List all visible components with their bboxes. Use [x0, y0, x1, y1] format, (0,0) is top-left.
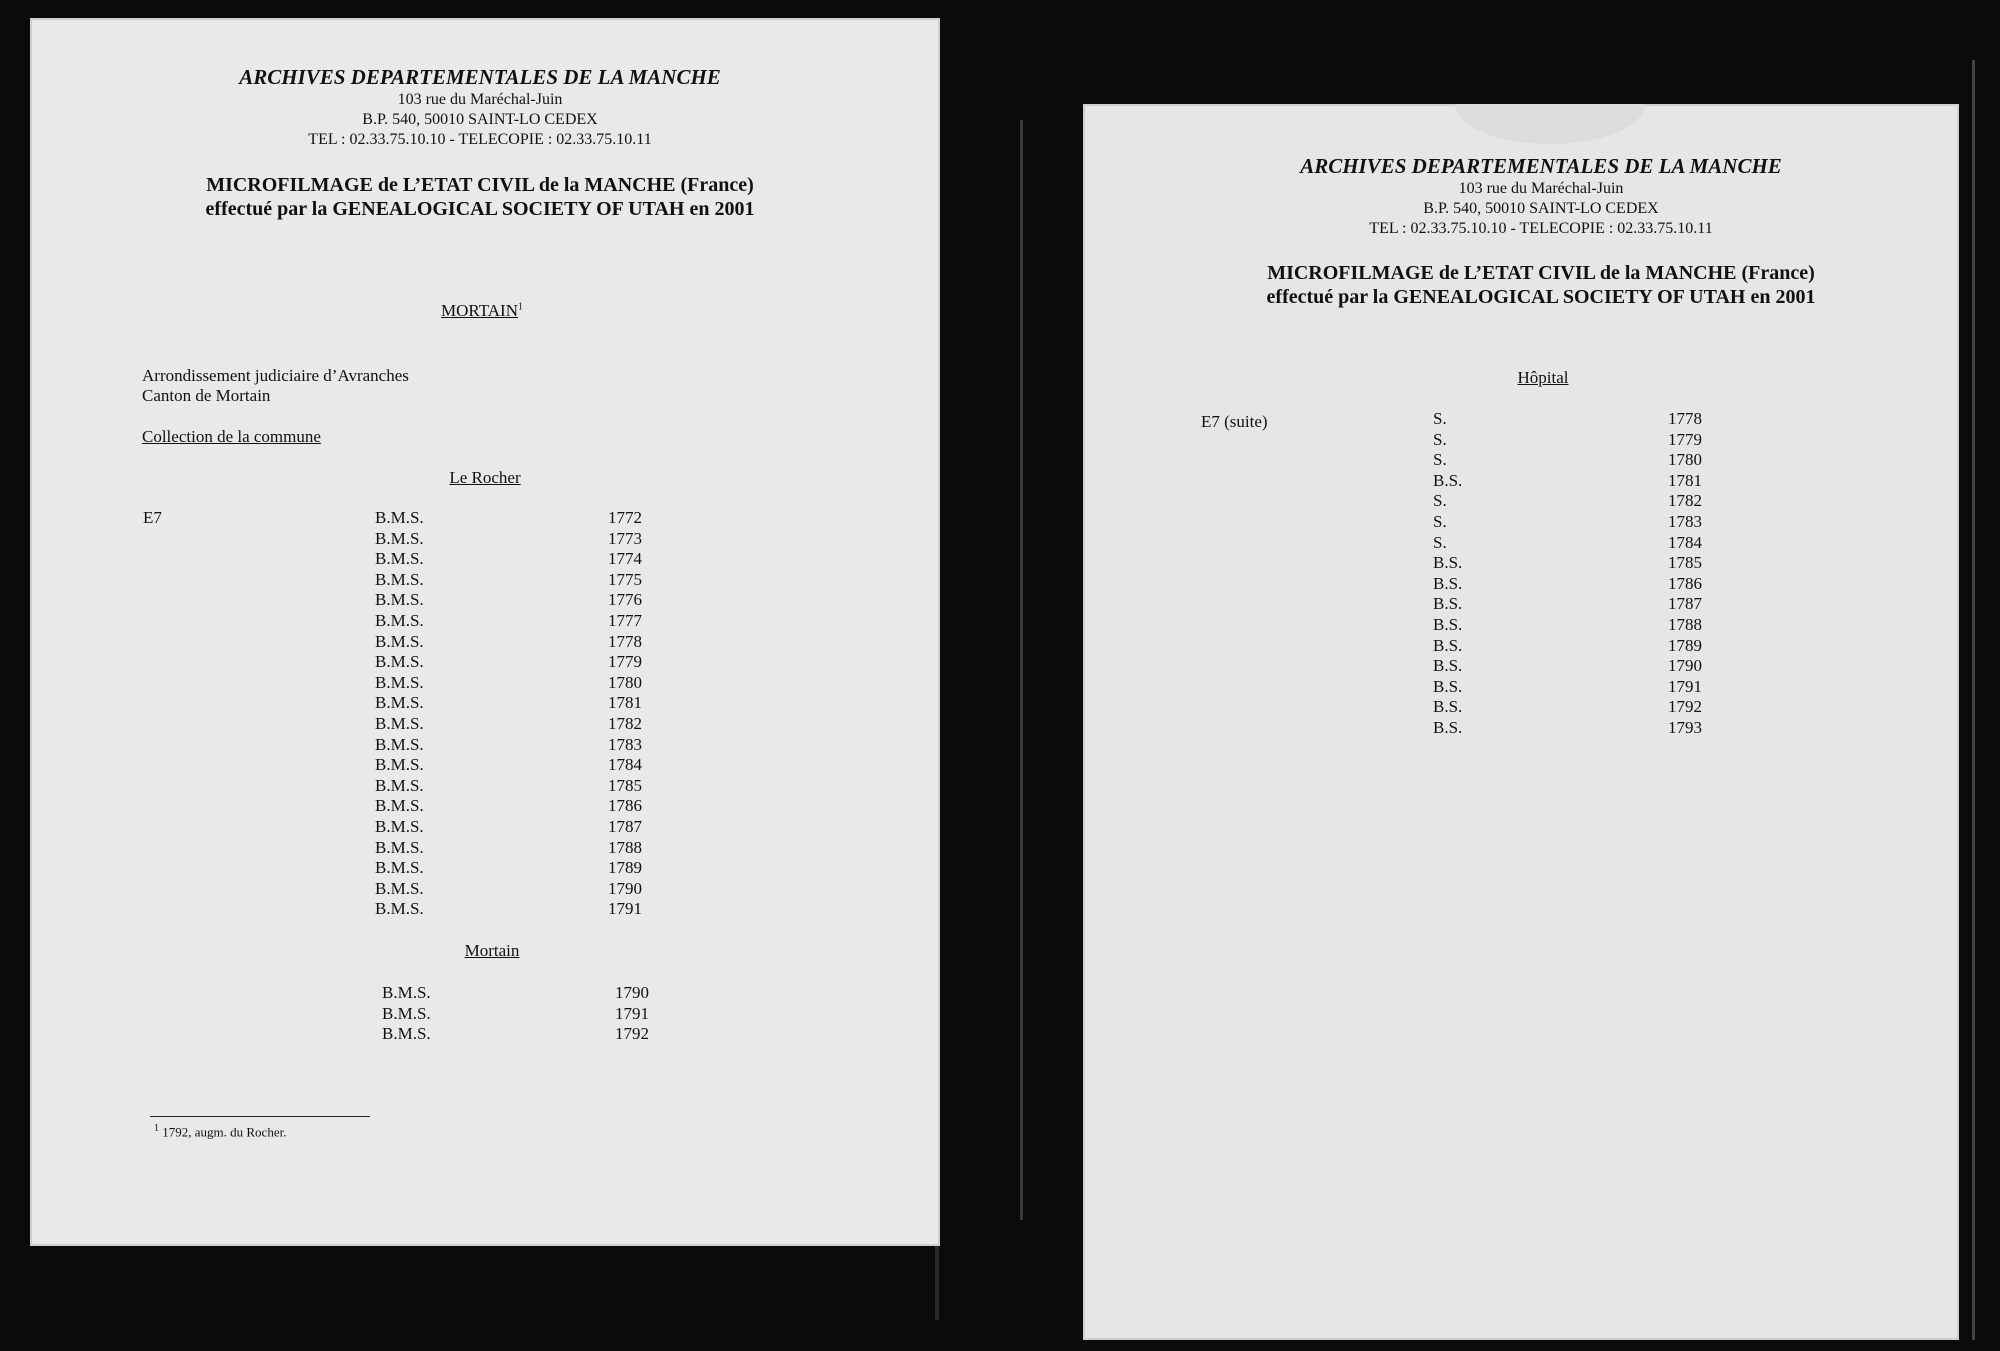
- telephone-line: TEL : 02.33.75.10.10 - TELECOPIE : 02.33.75.10.11: [308, 131, 652, 148]
- register-year: 1781: [1668, 470, 1702, 490]
- sleeve-tab: [1455, 104, 1645, 144]
- section-title: MORTAIN: [441, 301, 518, 320]
- arrondissement-label: Arrondissement judiciaire d’Avranches: [142, 366, 409, 385]
- register-type: B.S.: [1433, 697, 1463, 717]
- register-year: 1780: [608, 672, 642, 692]
- address-line-1: 103 rue du Maréchal-Juin: [1458, 180, 1624, 197]
- footnote-mark: 1: [154, 1123, 159, 1134]
- register-year: 1791: [615, 1003, 649, 1023]
- register-year: 1789: [608, 858, 642, 878]
- register-year: 1780: [1668, 450, 1702, 470]
- register-type: B.S.: [1433, 573, 1463, 593]
- register-type: B.M.S.: [375, 714, 424, 733]
- register-type: B.M.S.: [375, 817, 424, 836]
- register-year: 1786: [1668, 573, 1702, 593]
- register-type: B.M.S.: [375, 631, 424, 651]
- register-year: 1783: [1668, 512, 1702, 531]
- register-year: 1786: [608, 796, 642, 816]
- register-type: B.S.: [1433, 470, 1463, 490]
- register-year: 1785: [608, 775, 642, 795]
- register-year: 1790: [608, 878, 642, 898]
- register-year: 1790: [1668, 656, 1702, 676]
- register-type: B.S.: [1433, 635, 1463, 655]
- register-type: B.M.S.: [375, 899, 424, 919]
- footnote-text: 1792, augm. du Rocher.: [162, 1124, 287, 1140]
- register-year: 1774: [608, 549, 642, 569]
- archives-title: ARCHIVES DEPARTEMENTALES DE LA MANCHE: [239, 65, 721, 89]
- register-year: 1784: [608, 755, 642, 775]
- register-type: B.S.: [1433, 594, 1463, 614]
- register-type: B.S.: [1433, 718, 1463, 737]
- microfilm-line-2: effectué par la GENEALOGICAL SOCIETY OF UTAH en 2001: [1266, 286, 1816, 308]
- register-type: B.M.S.: [375, 652, 424, 672]
- register-type: B.M.S.: [375, 878, 424, 898]
- register-type: B.S.: [1433, 615, 1463, 634]
- right-document-page: [1083, 104, 1959, 1340]
- cote-label: E7 (suite): [1201, 412, 1268, 431]
- register-type: B.S.: [1433, 676, 1463, 696]
- register-year: 1776: [608, 590, 642, 610]
- archives-title: ARCHIVES DEPARTEMENTALES DE LA MANCHE: [1300, 154, 1782, 178]
- register-type: B.M.S.: [375, 611, 424, 630]
- register-year: 1782: [1668, 491, 1702, 511]
- register-type: B.M.S.: [382, 1003, 431, 1023]
- footnote-reference: 1: [517, 301, 523, 313]
- microfilm-line-2: effectué par la GENEALOGICAL SOCIETY OF UTAH en 2001: [205, 198, 755, 220]
- register-type: S.: [1433, 491, 1447, 511]
- register-year: 1779: [608, 652, 642, 672]
- subsection-mortain: Mortain: [464, 941, 520, 960]
- microfilm-line-1: MICROFILMAGE de L’ETAT CIVIL de la MANCHE (France): [206, 174, 754, 196]
- register-type: B.S.: [1433, 656, 1463, 676]
- register-year: 1782: [608, 714, 642, 733]
- register-year: 1793: [1668, 718, 1702, 737]
- left-document-page: [30, 18, 940, 1246]
- register-year: 1785: [1668, 553, 1702, 573]
- register-type: S.: [1433, 409, 1447, 428]
- register-type: S.: [1433, 429, 1447, 449]
- register-year: 1784: [1668, 532, 1702, 552]
- address-line-1: 103 rue du Maréchal-Juin: [397, 91, 563, 108]
- canton-label: Canton de Mortain: [142, 386, 271, 405]
- register-year: 1790: [615, 983, 649, 1002]
- register-type: S.: [1433, 450, 1447, 470]
- film-streak: [1972, 60, 1975, 1340]
- register-type: B.M.S.: [375, 508, 424, 527]
- register-type: B.M.S.: [375, 775, 424, 795]
- subsection-le-rocher: Le Rocher: [449, 468, 521, 487]
- footnote: [154, 1123, 286, 1140]
- register-year: 1781: [608, 693, 642, 713]
- register-year: 1777: [608, 611, 642, 630]
- register-type: B.M.S.: [375, 837, 424, 857]
- register-year: 1788: [608, 837, 642, 857]
- register-year: 1779: [1668, 429, 1702, 449]
- register-type: B.M.S.: [375, 590, 424, 610]
- register-type: B.M.S.: [375, 755, 424, 775]
- register-type: B.M.S.: [382, 983, 431, 1002]
- register-year: 1783: [608, 734, 642, 754]
- register-year: 1775: [608, 569, 642, 589]
- register-type: B.M.S.: [375, 858, 424, 878]
- register-type: S.: [1433, 532, 1447, 552]
- register-type: S.: [1433, 512, 1447, 531]
- register-type: B.M.S.: [382, 1024, 431, 1044]
- register-type: B.S.: [1433, 553, 1463, 573]
- register-year: 1773: [608, 528, 642, 548]
- register-year: 1778: [608, 631, 642, 651]
- register-year: 1791: [1668, 676, 1702, 696]
- register-type: B.M.S.: [375, 528, 424, 548]
- collection-label: Collection de la commune: [142, 427, 321, 446]
- address-line-2: B.P. 540, 50010 SAINT-LO CEDEX: [362, 111, 598, 128]
- register-year: 1789: [1668, 635, 1702, 655]
- register-type: B.M.S.: [375, 734, 424, 754]
- section-title-hopital: Hôpital: [1517, 368, 1569, 387]
- film-streak: [1020, 120, 1023, 1220]
- register-type: B.M.S.: [375, 672, 424, 692]
- register-year: 1791: [608, 899, 642, 919]
- section-title-wrapper: [441, 301, 523, 321]
- footnote-rule: [150, 1116, 370, 1117]
- register-type: B.M.S.: [375, 796, 424, 816]
- register-year: 1772: [608, 508, 642, 527]
- telephone-line: TEL : 02.33.75.10.10 - TELECOPIE : 02.33.75.10.11: [1369, 220, 1713, 237]
- cote-label: E7: [143, 508, 162, 527]
- register-year: 1792: [1668, 697, 1702, 717]
- register-year: 1787: [1668, 594, 1702, 614]
- microfilm-line-1: MICROFILMAGE de L’ETAT CIVIL de la MANCHE (France): [1267, 262, 1815, 284]
- address-line-2: B.P. 540, 50010 SAINT-LO CEDEX: [1423, 200, 1659, 217]
- register-type: B.M.S.: [375, 693, 424, 713]
- register-year: 1792: [615, 1024, 649, 1044]
- register-year: 1787: [608, 817, 642, 836]
- register-year: 1788: [1668, 615, 1702, 634]
- register-year: 1778: [1668, 409, 1702, 428]
- register-type: B.M.S.: [375, 569, 424, 589]
- register-type: B.M.S.: [375, 549, 424, 569]
